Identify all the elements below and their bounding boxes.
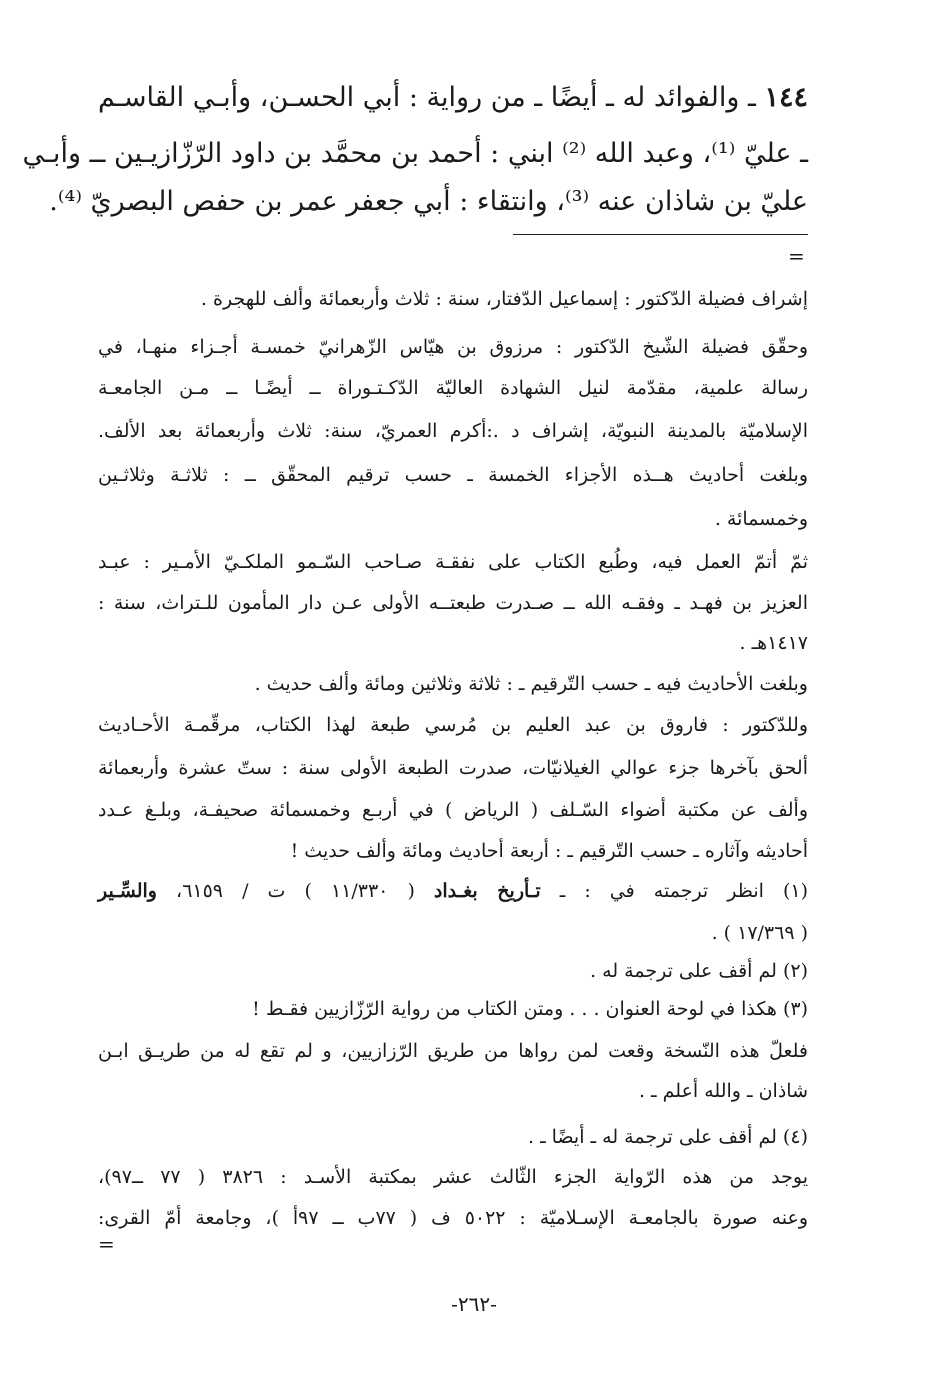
- source-title: والسِّـير: [98, 880, 157, 902]
- continuation-mark: =: [788, 244, 805, 268]
- page-number: -٢٦٢-: [451, 1292, 497, 1316]
- footnote-1: (١) انظر ترجمته في : ـ تـأريخ بغـداد ( ١١/٣٣٠ ) ت / ٦١٥٩، والسِّـير: [98, 880, 809, 902]
- continuation-line: وحقّق فضيلة الشّيخ الدّكتور : مرزوق بن هيّاس الزّهرانيّ خمسـة أجـزاء منهـا، في: [98, 336, 808, 358]
- continuation-line: إشراف فضيلة الدّكتور : إسماعيل الدّفتار، سنة : ثلاث وأربعمائة وألف للهجرة .: [200, 288, 808, 310]
- source-title: تـأريخ بغـداد: [433, 880, 541, 902]
- footnote-2: (٢) لم أقف على ترجمة له .: [590, 960, 808, 982]
- continuation-line: وللدّكتور : فاروق بن عبد العليم بن مُرسي طبعة لهذا الكتاب، مرقّمـة الأحـاديث: [98, 714, 808, 736]
- footnote-3: (٣) هكذا في لوحة العنوان . . . ومتن الكتاب من رواية الرّزّازيين فقـط !: [252, 998, 808, 1020]
- footnote-separator: [513, 234, 808, 235]
- entry-line-2: ـ عليّ ⁽¹⁾، وعبد الله ⁽²⁾ ابني : أحمد بن محمَّد بن داود الرّزّازيـين ــ وأبـي: [22, 138, 808, 169]
- footnote-3-cont: شاذان ـ والله أعلم ـ .: [638, 1080, 808, 1102]
- continuation-line: العزيز بن فهـد ـ وفقـه الله ــ صـدرت طبعتــه الأولى عـن دار المأمون للـتراث، سنة :: [98, 592, 808, 614]
- continuation-line: الإسلاميّة بالمدينة النبويّة، إشراف د .:أكرم العمريّ، سنة: ثلاث وأربعمائة بعد الألف.: [98, 420, 808, 442]
- entry-line-1: ١٤٤ ـ والفوائد له ـ أيضًا ـ من رواية : أبي الحسـن، وأبـي القاسـم: [98, 82, 808, 113]
- continuation-line: رسالة علمية، مقدّمة لنيل الشهادة العاليّة الدّكـتـوراة ــ أيضًـا ــ مـن الجامعـة: [98, 377, 808, 399]
- continuation-mark: =: [98, 1232, 115, 1256]
- continuation-line: ١٤١٧هـ .: [739, 632, 808, 654]
- footnote-4: (٤) لم أقف على ترجمة له ـ أيضًا ـ .: [527, 1126, 808, 1148]
- continuation-line: ألحق بآخرها جزء عوالي الغيلانيّات، صدرت الطبعة الأولى سنة : ستّ عشرة وأربعمائة: [98, 757, 808, 779]
- continuation-line: ثمّ أتمّ العمل فيه، وطُبع الكتاب على نفقـة صـاحب السّـمو الملكـيّ الأمـير : عبـد: [98, 551, 808, 573]
- footnote-4-cont: يوجد من هذه الرّواية الجزء الثّالث عشر بمكتبة الأسـد : ٣٨٢٦ ( ٧٧ ــ٩٧)،: [98, 1166, 808, 1188]
- continuation-line: وألف عن مكتبة أضواء السّـلف ( الرياض ) في أربـع وخمسمائة صحيفـة، وبلـغ عـدد: [98, 799, 808, 821]
- continuation-line: وبلغت أحاديث هــذه الأجزاء الخمسة ـ حسب ترقيم المحقّق ــ : ثلاثـة وثلاثـين: [98, 464, 808, 486]
- footnote-4-cont: وعنه صورة بالجامعـة الإسـلاميّة : ٥٠٢٢ ف ( ٧٧ب ــ ٩٧أ )، وجامعة أمّ القرى:: [98, 1207, 809, 1229]
- continuation-line: أحاديثه وآثاره ـ حسب التّرقيم ـ : أربعة أحاديث ومائة وألف حديث !: [290, 840, 808, 862]
- footnote-1-cont: ( ١٧/٣٦٩ ) .: [711, 922, 808, 944]
- entry-number: ١٤٤: [764, 82, 808, 113]
- entry-line-3: عليّ بن شاذان عنه ⁽³⁾، وانتقاء : أبي جعفر عمر بن حفص البصريّ ⁽⁴⁾.: [49, 186, 808, 217]
- continuation-line: وبلغت الأحاديث فيه ـ حسب التّرقيم ـ : ثلاثة وثلاثين ومائة وألف حديث .: [254, 673, 808, 695]
- continuation-line: وخمسمائة .: [714, 508, 808, 530]
- footnote-3-cont: فلعلّ هذه النّسخة وقعت لمن رواها من طريق الرّزازيين، و لم تقع له من طريـق ابـن: [98, 1040, 808, 1062]
